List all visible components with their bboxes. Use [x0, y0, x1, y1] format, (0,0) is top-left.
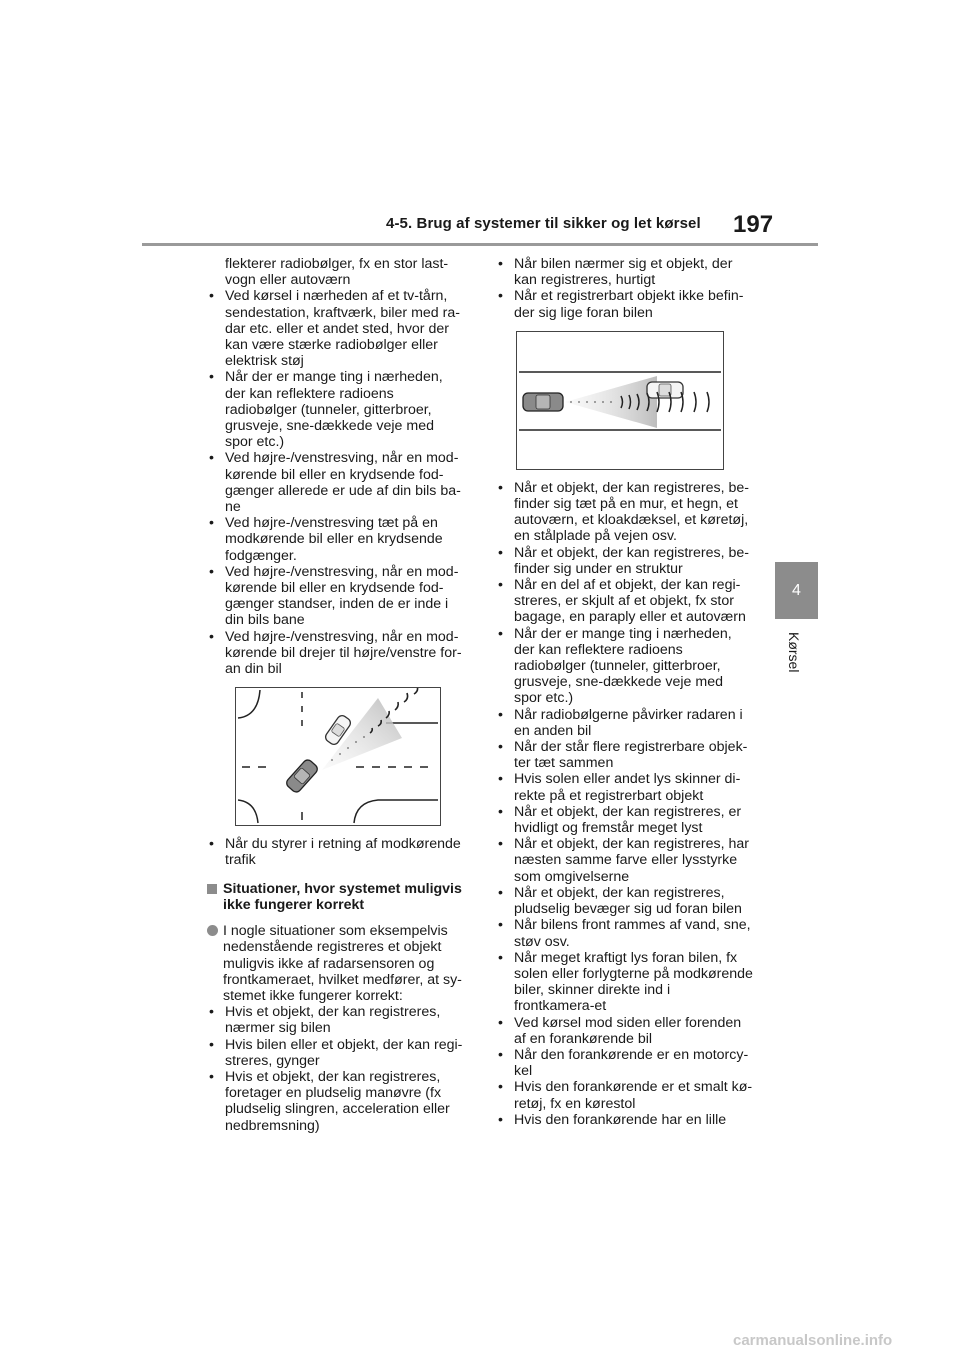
list-item: • Ved højre-/venstresving tæt på en modkørende bil eller en krydsende fodgænger.: [205, 515, 465, 564]
square-marker-icon: [207, 884, 217, 894]
list-item: • Når et objekt, der kan registreres, er hvidligt og fremstår meget lyst: [494, 804, 754, 836]
list-item: • Ved kørsel mod siden eller forenden af en forankørende bil: [494, 1015, 754, 1047]
list-item: • Når der er mange ting i nærheden, der kan reflektere radioens radiobølger (tunneler, gitterbroer, grusveje, sne-dækkede veje med spor etc.): [494, 626, 754, 707]
list-item: • Når bilen nærmer sig et objekt, der kan registreres, hurtigt: [494, 256, 754, 288]
section-heading-text: Situationer, hvor systemet muligvis ikke fungerer korrekt: [223, 880, 462, 913]
list-item: • Når et objekt, der kan registreres, pludselig bevæger sig ud foran bilen: [494, 885, 754, 917]
header-divider: [142, 243, 818, 246]
watermark: carmanualsonline.info: [733, 1332, 893, 1349]
list-item: • Når radiobølgerne påvirker radaren i en anden bil: [494, 707, 754, 739]
left-column: [205, 256, 465, 1134]
chapter-tab: [775, 562, 818, 619]
list-item: • Når et registrerbart objekt ikke befin-der sig lige foran bilen: [494, 288, 754, 320]
circle-marker-icon: [207, 925, 218, 936]
list-item: • Hvis den forankørende har en lille: [494, 1112, 754, 1128]
list-item: • Når meget kraftigt lys foran bilen, fx solen eller forlygterne på modkørende biler, skinner direkte ind i frontkamera-et: [494, 950, 754, 1015]
left-bullet-list-after-figure: [205, 836, 465, 868]
offset-object-illustration: [516, 331, 724, 470]
intersection-turn-illustration: [235, 687, 441, 826]
list-item: • Når et objekt, der kan registreres, be-finder sig under en struktur: [494, 545, 754, 577]
right-bullet-list-2: [494, 480, 754, 1128]
continued-text: flekterer radiobølger, fx en stor last-vogn eller autoværn: [225, 256, 449, 289]
left-bullet-list-2: [205, 1004, 465, 1134]
list-item: • Når den forankørende er en motorcy-kel: [494, 1047, 754, 1079]
right-column: [494, 256, 754, 1128]
chapter-label: Kørsel: [786, 632, 802, 673]
intro-text: I nogle situationer som eksempelvis nedenstående registreres et objekt muligvis ikke af radarsensoren og frontkameraet, hvilket medfører, at sy-stemet ikke fungerer korrekt:: [223, 923, 462, 1004]
section-title: 4-5. Brug af systemer til sikker og let kørsel: [386, 215, 701, 232]
list-item: • Når der er mange ting i nærheden, der kan reflektere radioens radiobølger (tunneler, gitterbroer, grusveje, sne-dækkede veje med spor etc.): [205, 369, 465, 450]
right-bullet-list: [494, 256, 754, 321]
list-item: • Når et objekt, der kan registreres, be-finder sig tæt på en mur, et hegn, et autoværn, et kloakdæksel, et køretøj, en stålplade på vejen osv.: [494, 480, 754, 545]
list-item: • Hvis et objekt, der kan registreres, foretager en pludselig manøvre (fx pludselig slingren, acceleration eller nedbremsning): [205, 1069, 465, 1134]
intro-paragraph: [205, 923, 465, 1004]
list-item: • Når bilens front rammes af vand, sne, støv osv.: [494, 917, 754, 949]
list-item: • Hvis solen eller andet lys skinner di-rekte på et registrerbart objekt: [494, 771, 754, 803]
list-item: • Hvis bilen eller et objekt, der kan regi-streres, gynger: [205, 1037, 465, 1069]
list-item: • Ved højre-/venstresving, når en mod-kørende bil drejer til højre/venstre for-an din bil: [205, 629, 465, 678]
list-item: • Når en del af et objekt, der kan regi-streres, er skjult af et objekt, fx stor bagage, en paraply eller et autoværn: [494, 577, 754, 626]
left-bullet-list: [205, 288, 465, 677]
list-item: • Hvis den forankørende er et smalt kø-retøj, fx en kørestol: [494, 1079, 754, 1111]
list-item: • Ved højre-/venstresving, når en mod-kørende bil eller en krydsende fod-gænger standser, inden de er inde i din bils bane: [205, 564, 465, 629]
list-item: • Når du styrer i retning af modkørende trafik: [205, 836, 465, 868]
list-item: • Ved kørsel i nærheden af et tv-tårn, sendestation, kraftværk, biler med ra-dar etc. eller et andet sted, hvor der kan være stærke radiobølger eller elektrisk støj: [205, 288, 465, 369]
list-item: • Når der står flere registrerbare objek-ter tæt sammen: [494, 739, 754, 771]
list-item: • Hvis et objekt, der kan registreres, nærmer sig bilen: [205, 1004, 465, 1036]
list-item: • Når et objekt, der kan registreres, har næsten samme farve eller lysstyrke som omgivelserne: [494, 836, 754, 885]
chapter-number: 4: [792, 582, 801, 599]
list-item: • Ved højre-/venstresving, når en mod-kørende bil eller en krydsende fod-gænger allerede er ude af din bils ba-ne: [205, 450, 465, 515]
page-number: 197: [733, 211, 774, 238]
section-heading: [205, 881, 465, 913]
